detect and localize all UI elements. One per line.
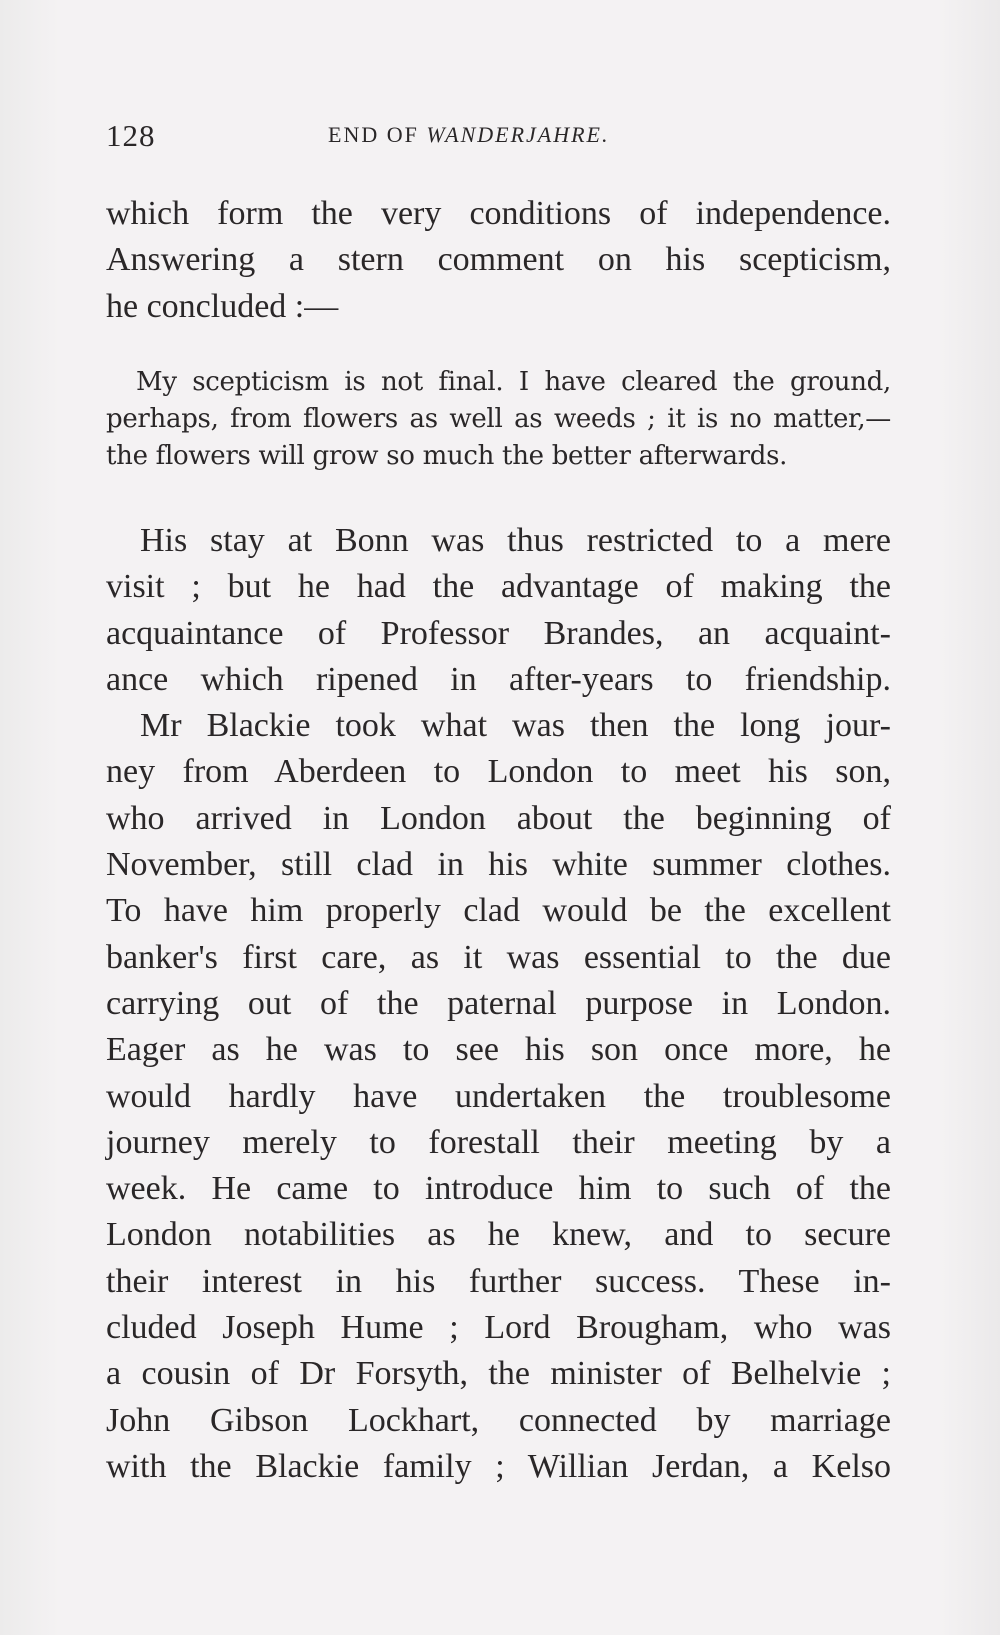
text-line: week. He came to introduce him to such of the <box>106 1170 891 1208</box>
paragraphs-2-3 <box>106 518 891 1490</box>
quote-line: the flowers will grow so much the better afterwards. <box>106 441 788 471</box>
text-line: Answering a stern comment on his scepticism, <box>106 241 891 279</box>
running-head-prefix: END OF <box>328 122 427 147</box>
text-line: His stay at Bonn was thus restricted to a mere <box>140 522 891 559</box>
page-number: 128 <box>106 118 156 153</box>
running-head-italic: WANDERJAHRE. <box>426 122 610 147</box>
text-line: with the Blackie family ; Willian Jerdan, a Kelso <box>106 1447 891 1485</box>
text-line: John Gibson Lockhart, connected by marriage <box>106 1401 891 1439</box>
text-line: banker's first care, as it was essential to the due <box>106 938 891 976</box>
text-line: Mr Blackie took what was then the long jour- <box>140 707 891 745</box>
text-line: carrying out of the paternal purpose in London. <box>106 984 891 1022</box>
text-line: Eager as he was to see his son once more, he <box>106 1031 891 1069</box>
text-line: journey merely to forestall their meeting by a <box>106 1123 891 1161</box>
quote-line: My scepticism is not final. I have cleared the ground, <box>136 367 891 397</box>
text-line: ance which ripened in after-years to friendship. <box>106 660 891 698</box>
block-quote <box>106 364 891 475</box>
text-line: ney from Aberdeen to London to meet his son, <box>106 753 891 791</box>
text-line: visit ; but he had the advantage of making the <box>106 568 891 606</box>
text-line: November, still clad in his white summer clothes. <box>106 846 891 884</box>
text-line: their interest in his further success. These in- <box>106 1262 891 1300</box>
text-line: would hardly have undertaken the troublesome <box>106 1077 891 1115</box>
paragraph-1 <box>106 191 891 330</box>
text-line: acquaintance of Professor Brandes, an acquaint- <box>106 614 891 652</box>
text-line: which form the very conditions of independence. <box>106 195 891 232</box>
page-header <box>106 118 891 158</box>
text-line: London notabilities as he knew, and to secure <box>106 1216 891 1254</box>
text-line: cluded Joseph Hume ; Lord Brougham, who was <box>106 1309 891 1347</box>
quote-line: perhaps, from flowers as well as weeds ; it is no matter,— <box>106 404 891 434</box>
text-line: he concluded :— <box>106 287 339 325</box>
text-line: To have him properly clad would be the excellent <box>106 892 891 930</box>
text-line: a cousin of Dr Forsyth, the minister of Belhelvie ; <box>106 1355 891 1393</box>
text-line: who arrived in London about the beginning of <box>106 799 891 837</box>
running-head <box>328 122 609 148</box>
